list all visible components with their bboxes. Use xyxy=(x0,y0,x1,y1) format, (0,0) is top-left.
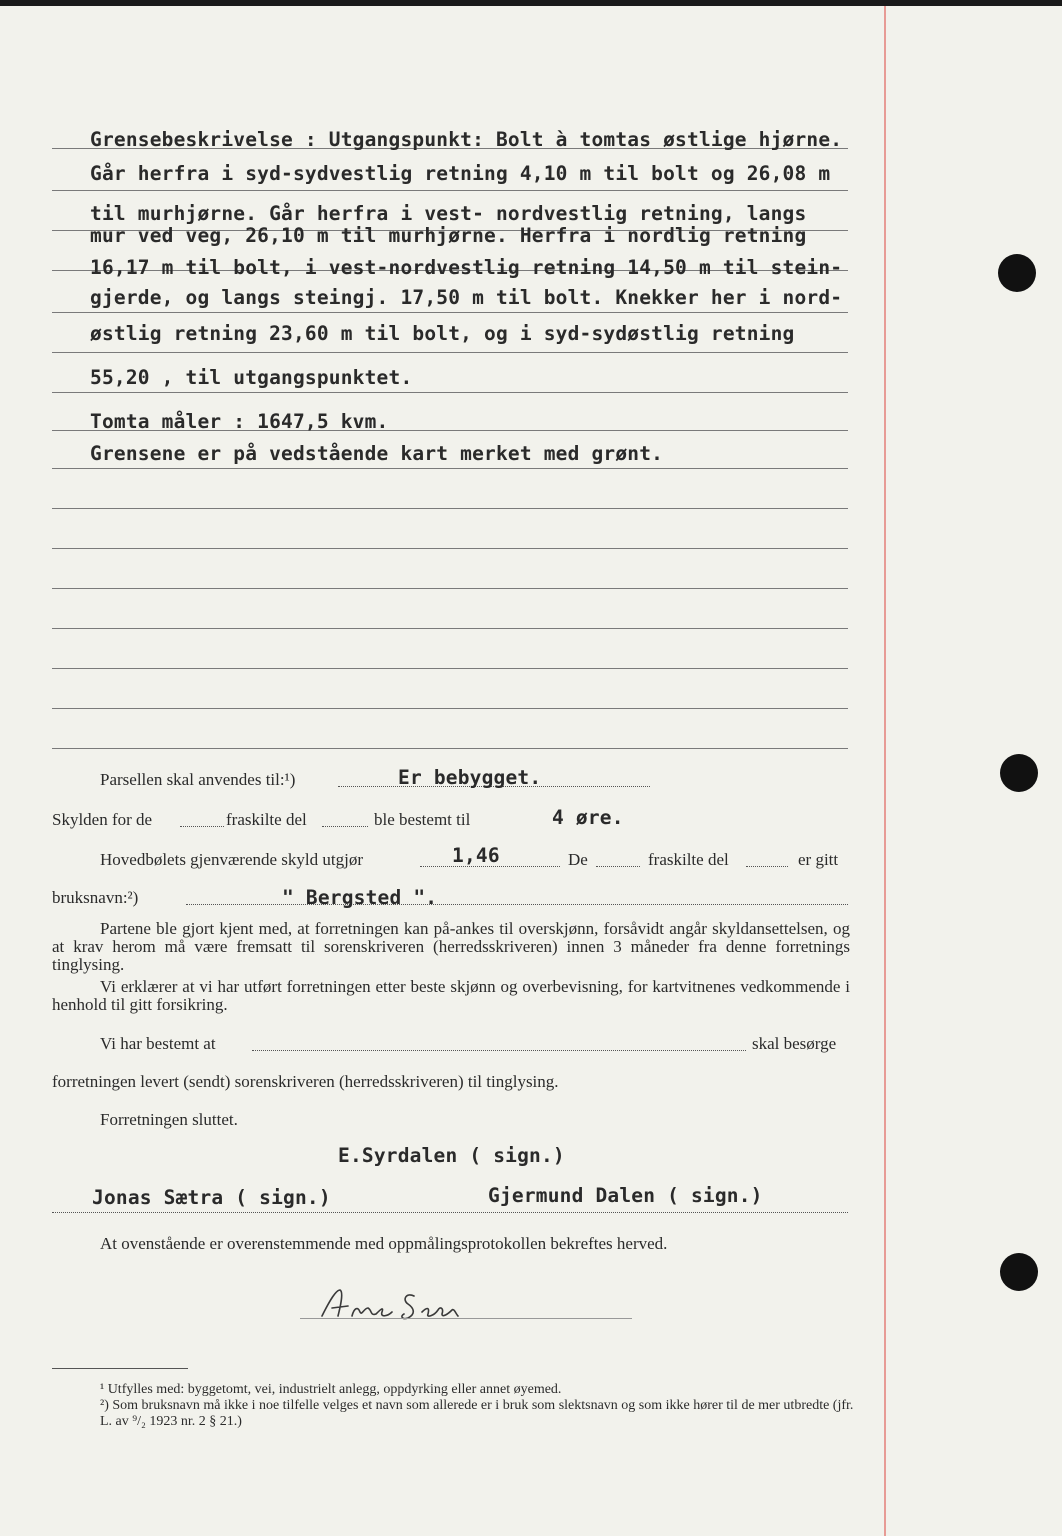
parcel-use-label: Parsellen skal anvendes til:¹) xyxy=(100,770,296,789)
declaration-paragraph: Vi erklærer at vi har utført forretningen etter beste skjønn og overbevisning, for kartvitnenes vedkommende i henhold til gitt forsikring. xyxy=(52,977,850,1014)
typed-line: 16,17 m til bolt, i vest-nordvestlig retning 14,50 m til stein- xyxy=(90,256,843,279)
fill-line xyxy=(322,826,368,827)
footnote-1: ¹ Utfylles med: byggetomt, vei, industrielt anlegg, oppdyrking eller annet øyemed. xyxy=(100,1382,562,1397)
typed-line: Grensene er på vedstående kart merket med grønt. xyxy=(90,442,664,465)
decided-suffix: skal besørge xyxy=(752,1034,837,1053)
fill-line xyxy=(746,866,788,867)
ruled-line xyxy=(52,748,848,749)
ruled-line xyxy=(52,392,848,393)
signature-line xyxy=(300,1318,632,1319)
footnote-2: ²) Som bruksnavn må ikke i noe tilfelle velges et navn som allerede er i bruk som slektsnavn og som ikke hører til de mer utbredte (jfr. L. av ⁹/₂ 1923 nr. 2 § 21.) xyxy=(100,1398,854,1429)
ruled-line xyxy=(52,668,848,669)
signatory-3: Gjermund Dalen ( sign.) xyxy=(488,1184,763,1207)
footnote-divider xyxy=(52,1368,188,1369)
typed-line: 55,20 , til utgangspunktet. xyxy=(90,366,413,389)
delivery-text: forretningen levert (sendt) sorenskriveren (herredsskriveren) til tinglysing. xyxy=(52,1072,559,1091)
farm-name-label: bruksnavn:²) xyxy=(52,888,139,907)
closing-text: Forretningen sluttet. xyxy=(100,1110,238,1129)
confirmation-text: At ovenstående er overenstemmende med oppmålingsprotokollen bekreftes herved. xyxy=(100,1234,668,1253)
handwritten-signature xyxy=(318,1282,478,1328)
tax-label-part2: fraskilte del xyxy=(226,810,307,829)
decided-label: Vi har bestemt at xyxy=(100,1034,216,1053)
typed-line: til murhjørne. Går herfra i vest- nordvestlig retning, langs xyxy=(90,202,807,225)
typed-line: gjerde, og langs steingj. 17,50 m til bolt. Knekker her i nord- xyxy=(90,286,843,309)
fill-line xyxy=(180,826,224,827)
ruled-line xyxy=(52,312,848,313)
tax-label-part3: ble bestemt til xyxy=(374,810,471,829)
remaining-tax-label: Hovedbølets gjenværende skyld utgjør xyxy=(100,850,363,869)
typed-line: mur ved veg, 26,10 m til murhjørne. Herfra i nordlig retning xyxy=(90,224,807,247)
punch-hole xyxy=(1000,1253,1038,1291)
parcel-use-value: Er bebygget. xyxy=(398,766,542,789)
punch-hole xyxy=(998,254,1036,292)
farm-name-value: " Bergsted ". xyxy=(282,886,438,909)
ruled-line xyxy=(52,548,848,549)
tax-label-part1: Skylden for de xyxy=(52,810,153,829)
ruled-line xyxy=(52,628,848,629)
typed-line: Går herfra i syd-sydvestlig retning 4,10 m til bolt og 26,08 m xyxy=(90,162,831,185)
separated-part-label: fraskilte del xyxy=(648,850,729,869)
punch-hole xyxy=(1000,754,1038,792)
fill-line xyxy=(252,1050,746,1051)
ruled-line xyxy=(52,468,848,469)
ruled-line xyxy=(52,588,848,589)
remaining-tax-value: 1,46 xyxy=(452,844,500,867)
ruled-line xyxy=(52,190,848,191)
document-page xyxy=(0,6,1062,1536)
ruled-line xyxy=(52,352,848,353)
fill-line xyxy=(596,866,640,867)
typed-line: Grensebeskrivelse : Utgangspunkt: Bolt à tomtas østlige hjørne. xyxy=(90,128,843,151)
fill-line xyxy=(52,1212,848,1213)
typed-line: østlig retning 23,60 m til bolt, og i syd-sydøstlig retning xyxy=(90,322,795,345)
signatory-2: Jonas Sætra ( sign.) xyxy=(92,1186,331,1209)
ruled-line xyxy=(52,508,848,509)
remaining-de-label: De xyxy=(568,850,588,869)
signatory-1: E.Syrdalen ( sign.) xyxy=(338,1144,565,1167)
given-label: er gitt xyxy=(798,850,839,869)
margin-line xyxy=(884,6,886,1536)
appeal-paragraph: Partene ble gjort kjent med, at forretningen kan på-ankes til overskjønn, forsåvidt angår skyldansettelsen, og at krav herom må være fremsatt til sorenskriveren (herredsskriveren) innen 3 måneder fra denne forretnings tinglysing. xyxy=(52,919,850,974)
ruled-line xyxy=(52,708,848,709)
tax-value: 4 øre. xyxy=(552,806,624,829)
typed-line: Tomta måler : 1647,5 kvm. xyxy=(90,410,389,433)
